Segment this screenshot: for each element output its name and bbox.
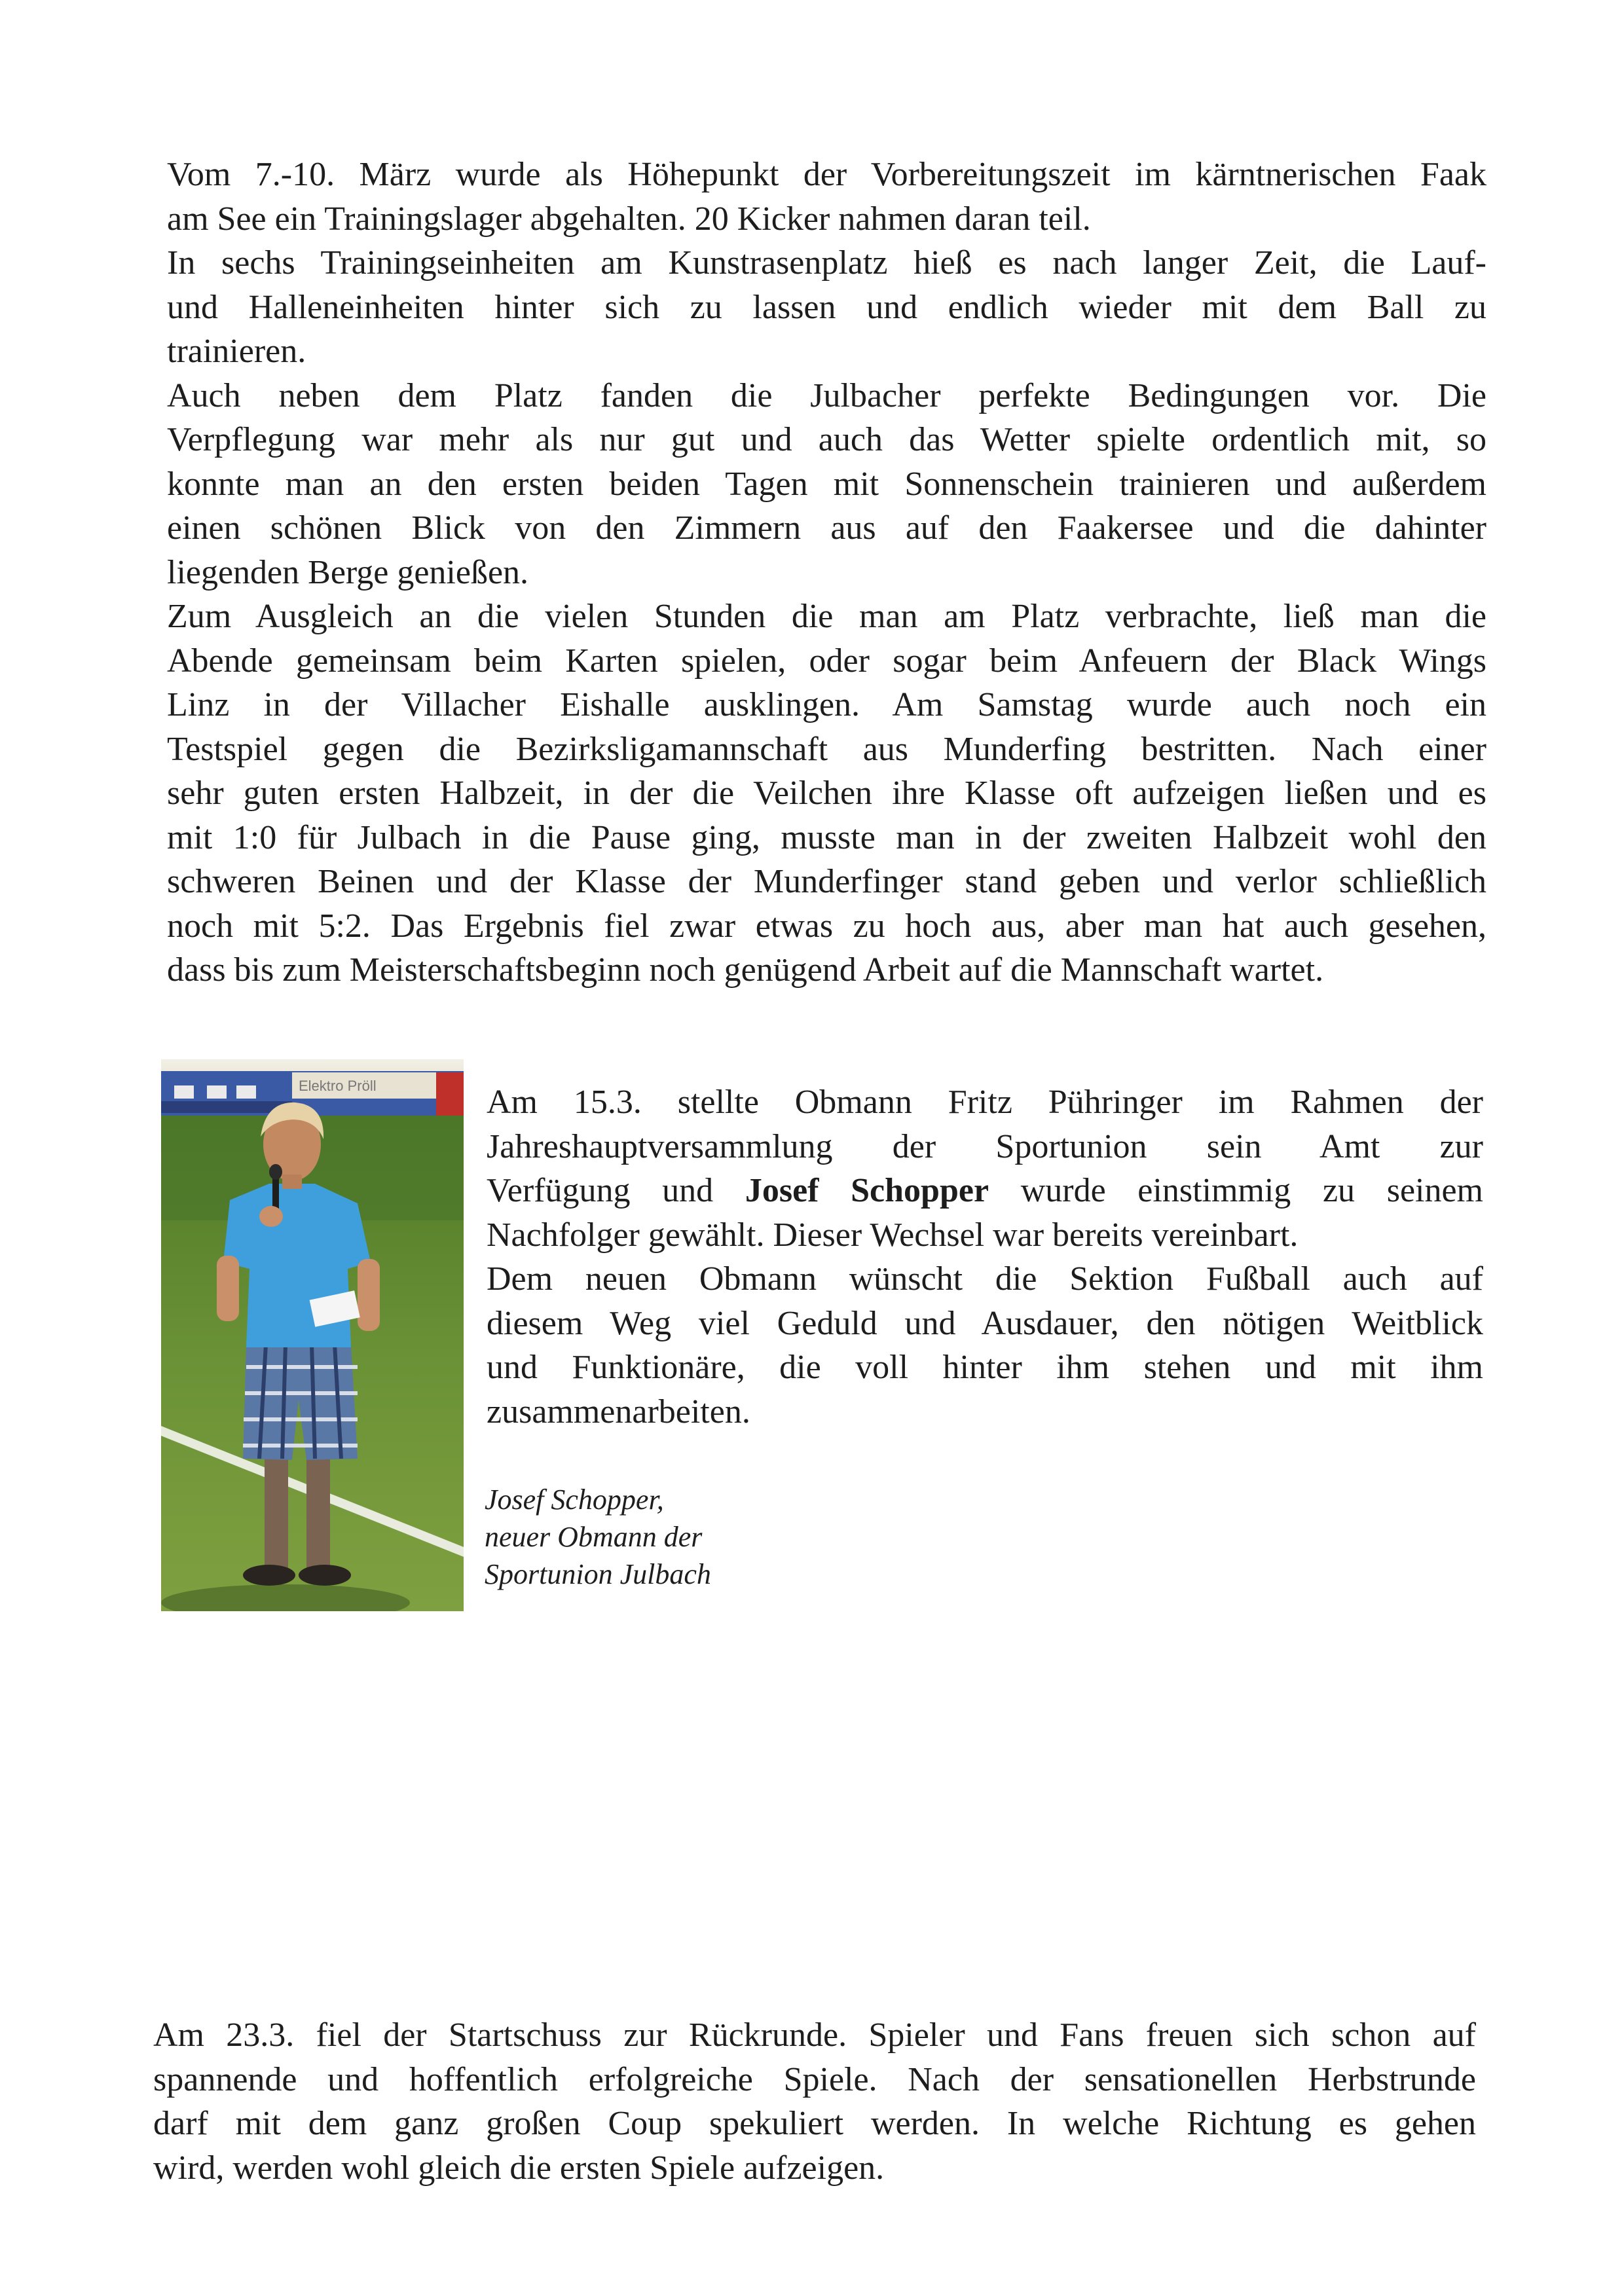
text-line: Verpflegung war mehr als nur gut und auch das Wetter spielte ordentlich mit, so [167,421,1486,458]
article-paragraph-second-round [153,2013,1476,2190]
chairman-name: Josef Schopper [745,1172,989,1209]
text-line: Abende gemeinsam beim Karten spielen, oder sogar beim Anfeuern der Black Wings [167,642,1486,680]
article-paragraph-new-chairman [487,1080,1483,1434]
caption-line: Sportunion Julbach [485,1558,711,1590]
text-line: Am 23.3. fiel der Startschuss zur Rückrunde. Spieler und Fans freuen sich schon auf [153,2016,1476,2054]
text-run: wurde einstimmig zu seinem [989,1172,1483,1209]
text-line: am See ein Trainingslager abgehalten. 20 Kicker nahmen daran teil. [167,200,1091,238]
text-line: Zum Ausgleich an die vielen Stunden die man am Platz verbrachte, ließ man die [167,598,1486,635]
text-line: noch mit 5:2. Das Ergebnis fiel zwar etwas zu hoch aus, aber man hat auch gesehen, [167,907,1486,945]
caption-line: Josef Schopper, [485,1484,664,1516]
article-paragraph-training-camp [167,153,1486,993]
text-line: dass bis zum Meisterschaftsbeginn noch genügend Arbeit auf die Mannschaft wartet. [167,951,1324,989]
text-line: diesem Weg viel Geduld und Ausdauer, den nötigen Weitblick [487,1304,1483,1342]
photo-caption [485,1481,711,1593]
text-line: Linz in der Villacher Eishalle ausklingen. Am Samstag wurde auch noch ein [167,686,1486,723]
photo-josef-schopper [161,1059,464,1611]
text-line: Auch neben dem Platz fanden die Julbacher perfekte Bedingungen vor. Die [167,376,1486,414]
text-run: Verfügung und [487,1172,745,1209]
text-line: wird, werden wohl gleich die ersten Spiele aufzeigen. [153,2149,885,2187]
text-line: mit 1:0 für Julbach in die Pause ging, musste man in der zweiten Halbzeit wohl den [167,818,1486,856]
caption-line: neuer Obmann der [485,1521,703,1553]
text-line: schweren Beinen und der Klasse der Munderfinger stand geben und verlor schließlich [167,863,1486,900]
banner-text: Elektro Pröll [299,1078,377,1094]
text-line: liegenden Berge genießen. [167,553,529,591]
text-line: zusammenarbeiten. [487,1393,750,1430]
text-line: Jahreshauptversammlung der Sportunion sein Amt zur [487,1127,1483,1165]
text-line: Vom 7.-10. März wurde als Höhepunkt der Vorbereitungszeit im kärntnerischen Faak [167,156,1486,193]
text-line: einen schönen Blick von den Zimmern aus auf den Faakersee und die dahinter [167,509,1486,547]
text-line: Nachfolger gewählt. Dieser Wechsel war bereits vereinbart. [487,1216,1299,1254]
text-line: spannende und hoffentlich erfolgreiche Spiele. Nach der sensationellen Herbstrunde [153,2060,1476,2098]
text-line: Dem neuen Obmann wünscht die Sektion Fußball auch auf [487,1260,1483,1298]
text-line: trainieren. [167,333,306,370]
text-line: Am 15.3. stellte Obmann Fritz Pühringer im Rahmen der [487,1084,1483,1121]
text-line [487,1169,1483,1213]
text-line: In sechs Trainingseinheiten am Kunstrasenplatz hieß es nach langer Zeit, die Lauf- [167,244,1486,282]
text-line: konnte man an den ersten beiden Tagen mit Sonnenschein trainieren und außerdem [167,465,1486,503]
text-line: darf mit dem ganz großen Coup spekuliert werden. In welche Richtung es gehen [153,2105,1476,2142]
text-line: Testspiel gegen die Bezirksligamannschaft aus Munderfing bestritten. Nach einer [167,730,1486,768]
text-line: sehr guten ersten Halbzeit, in der die Veilchen ihre Klasse oft aufzeigen ließen und es [167,774,1486,812]
text-line: und Funktionäre, die voll hinter ihm stehen und mit ihm [487,1349,1483,1386]
text-line: und Halleneinheiten hinter sich zu lassen und endlich wieder mit dem Ball zu [167,288,1486,326]
